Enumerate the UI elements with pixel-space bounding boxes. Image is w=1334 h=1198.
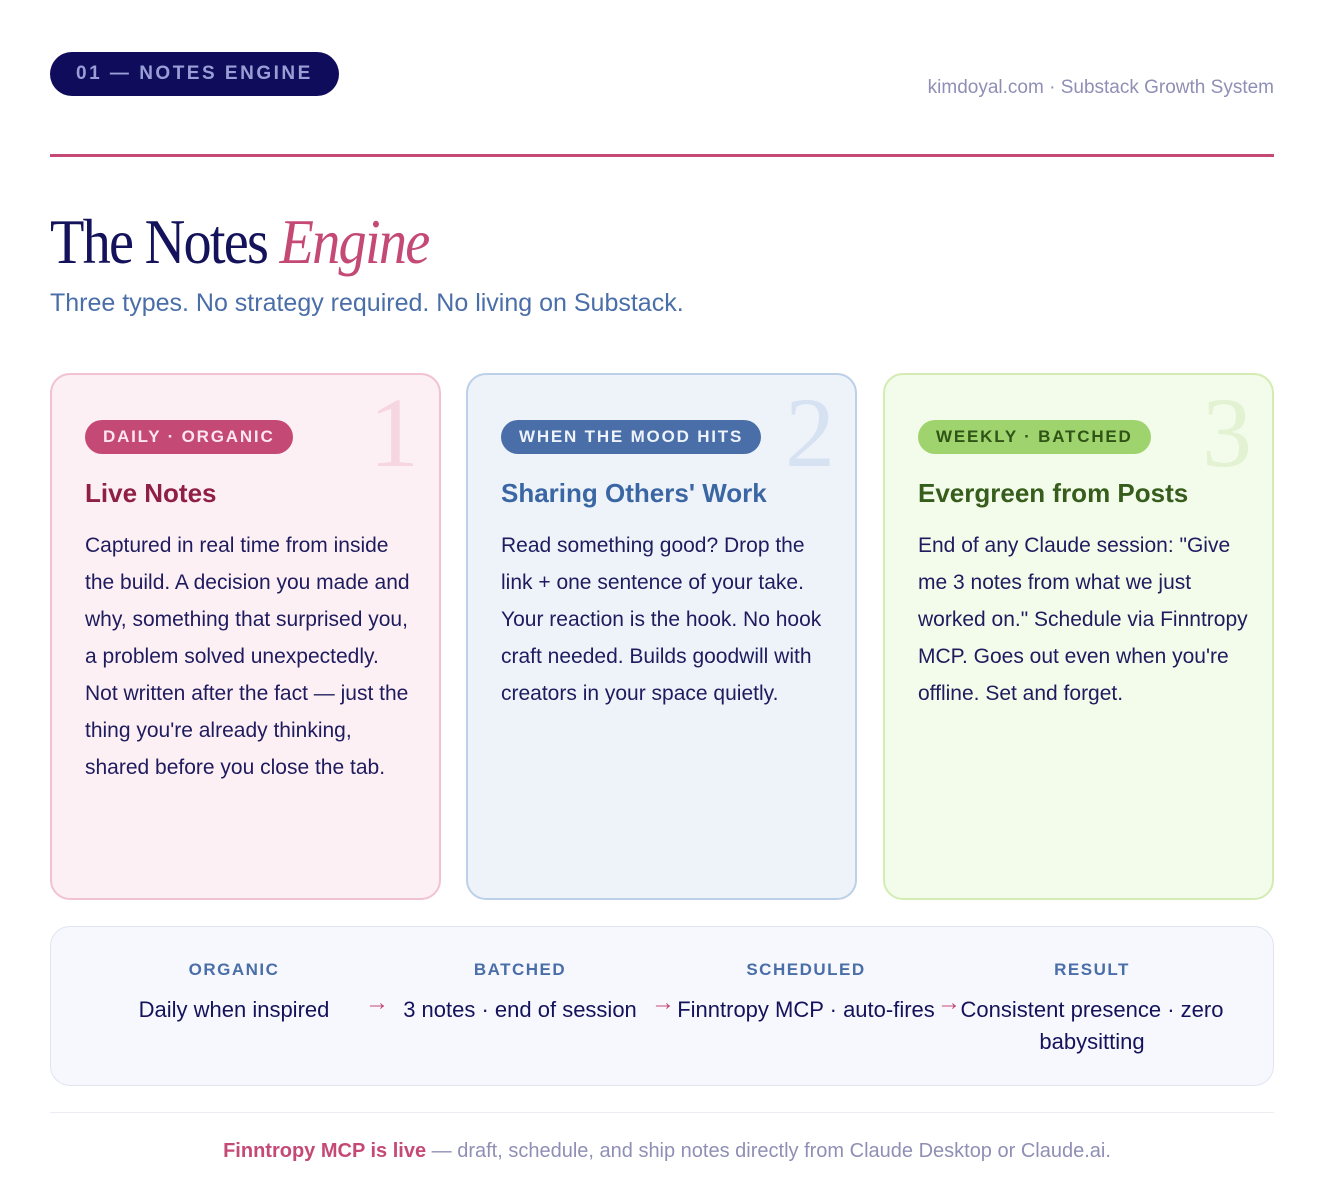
card-body: End of any Claude session: "Give me 3 notes from what we just worked on." Schedule via Finntropy MCP. Goes out even when you're offline. Set and forget. <box>918 534 1248 705</box>
card-evergreen <box>883 373 1274 900</box>
flow-value: Daily when inspired <box>138 997 330 1022</box>
card-title: Sharing Others' Work <box>501 478 767 508</box>
card-live-notes <box>50 373 441 900</box>
footer-highlight: Finntropy MCP is live <box>223 1140 427 1162</box>
card-number: 1 <box>369 377 419 488</box>
card-tag: DAILY · ORGANIC <box>85 420 293 454</box>
card-body: Read something good? Drop the link + one sentence of your take. Your reaction is the hook. No hook craft needed. Builds goodwill with creators in your space quietly. <box>501 534 822 705</box>
flow-value: 3 notes · end of session <box>403 997 637 1022</box>
flow-panel <box>50 926 1274 1086</box>
title-main: The Notes <box>50 206 268 277</box>
subtitle: Three types. No strategy required. No living on Substack. <box>50 289 684 317</box>
card-sharing <box>466 373 857 900</box>
arrow-right-icon: → <box>937 989 961 1016</box>
card-body: Captured in real time from inside the build. A decision you made and why, something that surprised you, a problem solved unexpectedly. Not written after the fact — just the thing you're already thinking, shared before you close the tab. <box>85 534 410 779</box>
flow-value: Finntropy MCP · auto-fires <box>677 997 935 1022</box>
flow-step <box>663 960 949 1026</box>
flow-value: Consistent presence · zero babysitting <box>960 997 1224 1054</box>
card-title: Live Notes <box>85 478 217 508</box>
section-badge: 01 — NOTES ENGINE <box>50 52 339 96</box>
flow-label: BATCHED <box>473 960 567 979</box>
arrow-right-icon: → <box>651 989 675 1016</box>
flow-label: ORGANIC <box>188 960 280 979</box>
footer-note <box>0 1140 1334 1163</box>
flow-label: RESULT <box>1054 960 1130 979</box>
flow-step <box>91 960 377 1026</box>
card-number: 3 <box>1202 377 1252 488</box>
flow-step <box>377 960 663 1026</box>
footer-divider <box>50 1112 1274 1113</box>
flow-step <box>949 960 1235 1058</box>
site-label: kimdoyal.com · Substack Growth System <box>927 77 1274 98</box>
card-tag: WHEN THE MOOD HITS <box>501 420 761 454</box>
card-title: Evergreen from Posts <box>918 478 1189 508</box>
page-title <box>50 205 428 279</box>
title-accent: Engine <box>279 206 429 277</box>
card-number: 2 <box>785 377 835 488</box>
flow-label: SCHEDULED <box>746 960 866 979</box>
footer-text: — draft, schedule, and ship notes directly from Claude Desktop or Claude.ai. <box>426 1140 1111 1162</box>
card-tag: WEEKLY · BATCHED <box>918 420 1151 454</box>
divider <box>50 154 1274 157</box>
arrow-right-icon: → <box>365 989 389 1016</box>
